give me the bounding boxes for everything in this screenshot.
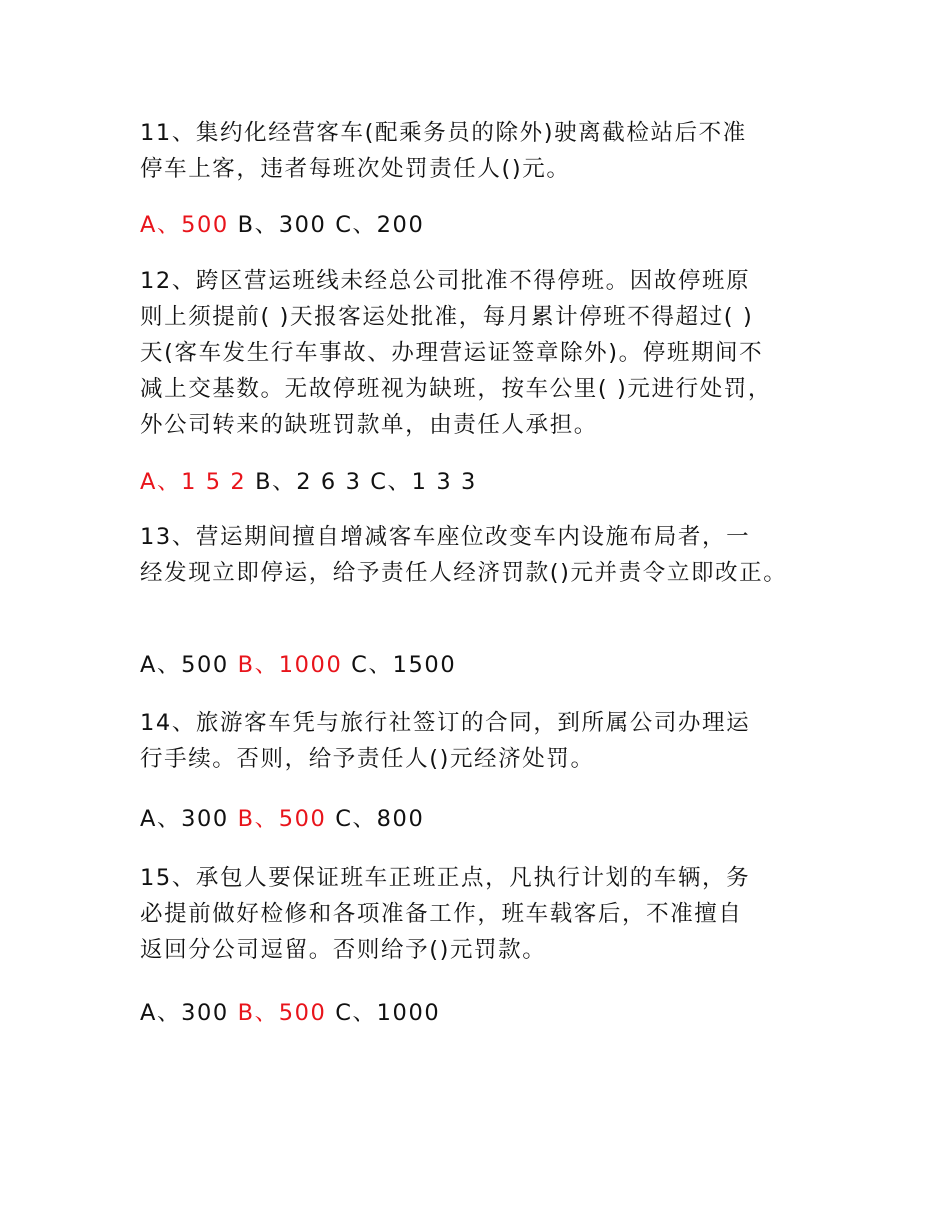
option-c: C、1500 bbox=[342, 652, 457, 678]
option-a: A、300 bbox=[140, 806, 229, 832]
options-13 bbox=[140, 647, 456, 683]
question-15 bbox=[140, 860, 750, 968]
option-c: C、1 3 3 bbox=[361, 469, 477, 495]
options-15 bbox=[140, 995, 440, 1031]
option-b: B、2 6 3 bbox=[246, 469, 362, 495]
option-b-correct: B、1000 bbox=[228, 652, 343, 678]
question-line: 外公司转来的缺班罚款单，由责任人承担。 bbox=[140, 412, 598, 438]
question-line: 行手续。否则，给予责任人()元经济处罚。 bbox=[140, 746, 595, 772]
question-line: 15、承包人要保证班车正班正点，凡执行计划的车辆，务 bbox=[140, 865, 751, 891]
option-a-correct: A、1 5 2 bbox=[140, 469, 247, 495]
option-b: B、300 bbox=[228, 212, 327, 238]
options-11 bbox=[140, 207, 424, 243]
option-b-correct: B、500 bbox=[228, 806, 327, 832]
option-a: A、500 bbox=[140, 652, 229, 678]
option-a: A、300 bbox=[140, 1000, 229, 1026]
question-line: 天(客车发生行车事故、办理营运证签章除外)。停班期间不 bbox=[140, 340, 764, 366]
question-line: 13、营运期间擅自增减客车座位改变车内设施布局者，一 bbox=[140, 524, 751, 550]
question-line: 则上须提前( )天报客运处批准，每月累计停班不得超过( ) bbox=[140, 304, 754, 330]
question-14 bbox=[140, 705, 750, 777]
question-line: 返回分公司逗留。否则给予()元罚款。 bbox=[140, 937, 547, 963]
option-a-correct: A、500 bbox=[140, 212, 229, 238]
option-b-correct: B、500 bbox=[228, 1000, 327, 1026]
question-13 bbox=[140, 519, 787, 591]
question-line: 11、集约化经营客车(配乘务员的除外)驶离截检站后不准 bbox=[140, 120, 747, 146]
question-line: 14、旅游客车凭与旅行社签订的合同，到所属公司办理运 bbox=[140, 710, 751, 736]
question-11 bbox=[140, 115, 747, 187]
question-line: 停车上客，违者每班次处罚责任人()元。 bbox=[140, 156, 571, 182]
option-c: C、800 bbox=[326, 806, 425, 832]
option-c: C、1000 bbox=[326, 1000, 441, 1026]
question-line: 必提前做好检修和各项准备工作，班车载客后，不准擅自 bbox=[140, 901, 743, 927]
question-line: 减上交基数。无故停班视为缺班，按车公里( )元进行处罚， bbox=[140, 376, 773, 402]
question-12 bbox=[140, 263, 772, 443]
options-14 bbox=[140, 801, 424, 837]
question-line: 经发现立即停运，给予责任人经济罚款()元并责令立即改正。 bbox=[140, 560, 788, 586]
options-12 bbox=[140, 464, 477, 500]
question-line: 12、跨区营运班线未经总公司批准不得停班。因故停班原 bbox=[140, 268, 751, 294]
option-c: C、200 bbox=[326, 212, 425, 238]
